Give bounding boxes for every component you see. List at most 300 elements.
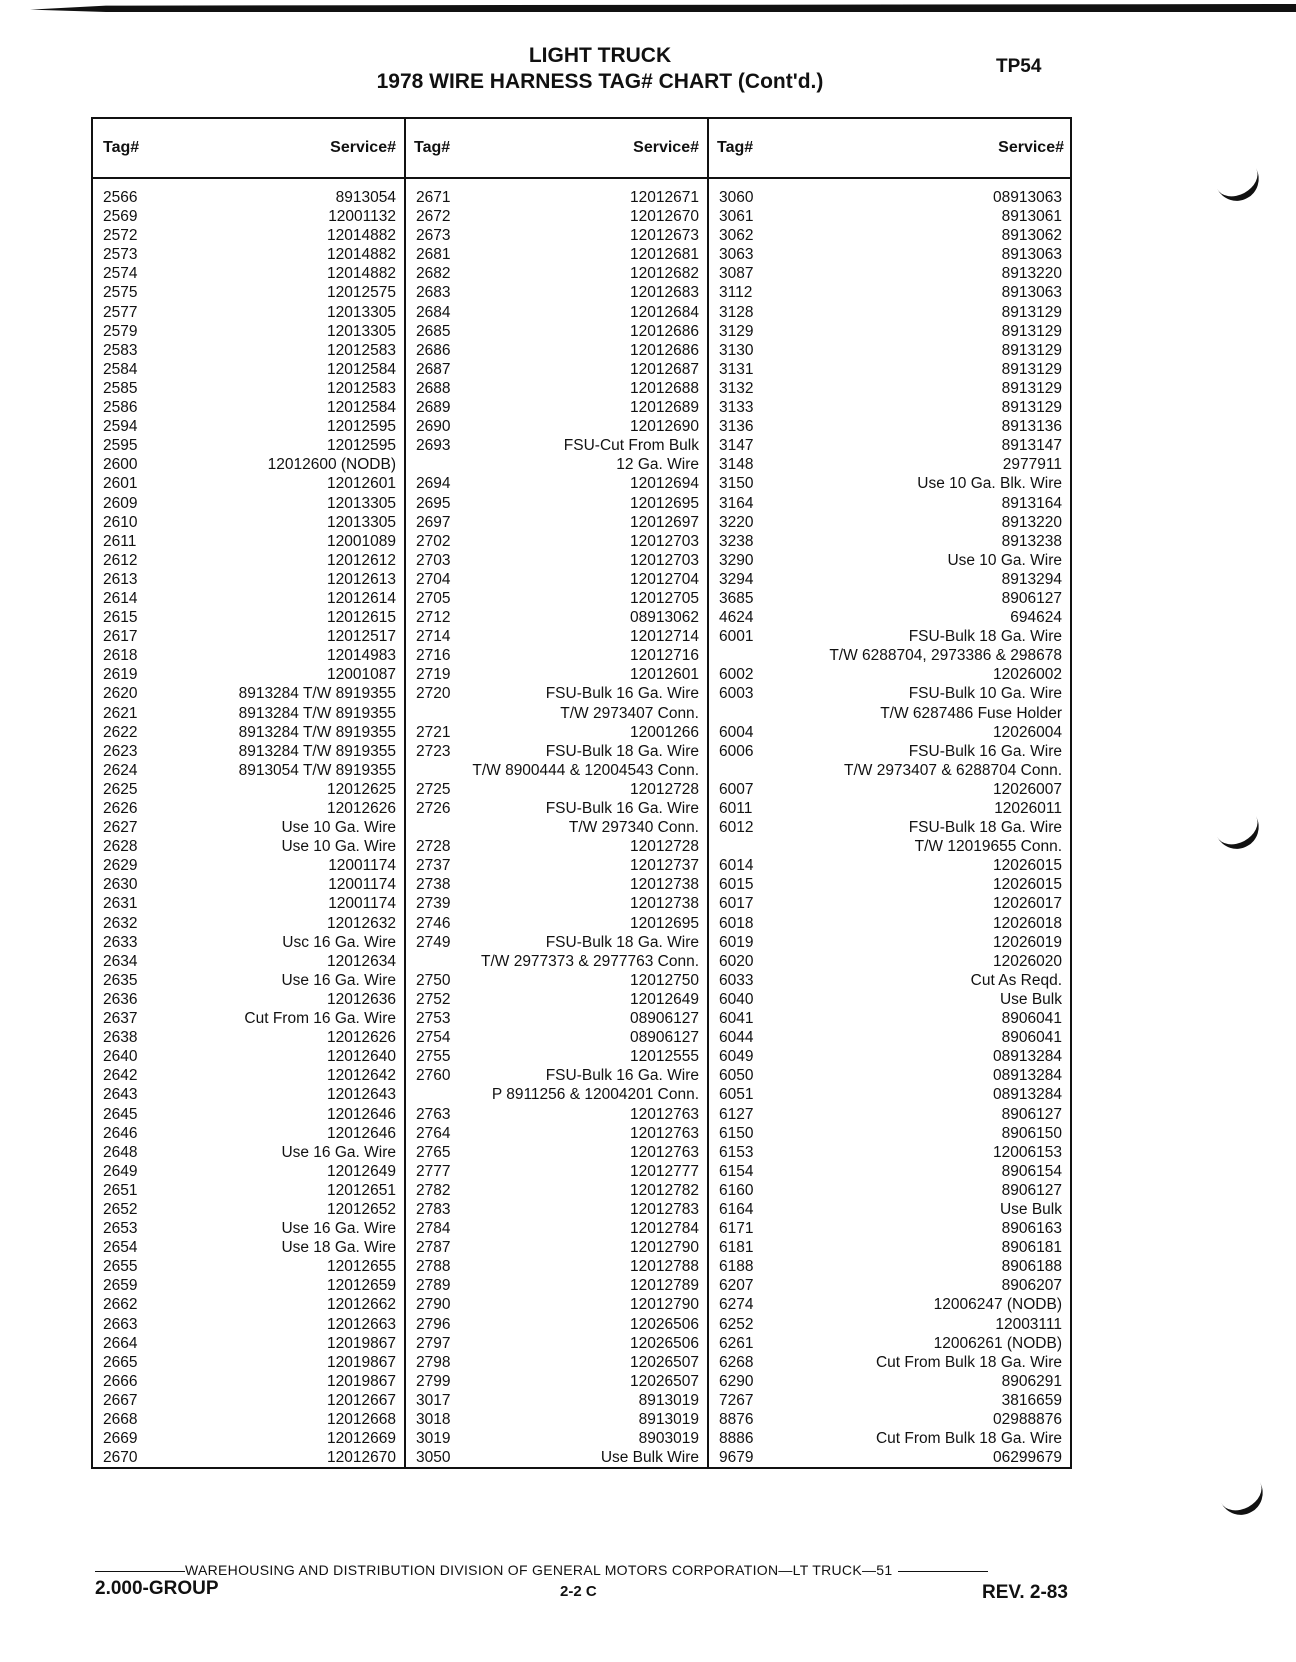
tag-number: 2688 (416, 379, 451, 397)
service-number: Use 18 Ga. Wire (281, 1239, 396, 1257)
service-number: 12012615 (327, 609, 396, 627)
tag-number: 2777 (416, 1162, 451, 1180)
table-row (709, 837, 1070, 856)
tag-number: 3220 (719, 513, 754, 531)
service-number: 12001174 (328, 857, 396, 875)
service-number: 12012626 (327, 800, 396, 817)
binder-hole-mark (1214, 161, 1267, 208)
service-number: 8906154 (1001, 1162, 1062, 1180)
table-row (709, 1372, 1070, 1391)
tag-number: 3131 (719, 360, 754, 378)
tag-number: 2739 (416, 895, 451, 913)
service-number: FSU-Bulk 16 Ga. Wire (908, 742, 1062, 760)
table-row (709, 226, 1070, 245)
tag-number: 2704 (416, 570, 451, 588)
table-row (93, 818, 404, 837)
service-number: 12012670 (630, 208, 699, 226)
tag-number: 2665 (103, 1353, 138, 1371)
tag-number: 2648 (103, 1143, 138, 1161)
tag-number: 2629 (103, 857, 138, 875)
tag-number: 2685 (416, 322, 451, 340)
table-row (93, 799, 404, 818)
service-number: Cut From 16 Ga. Wire (244, 1010, 396, 1028)
service-number: 12026002 (993, 666, 1062, 684)
table-row (93, 1219, 404, 1238)
table-row (93, 627, 404, 646)
table-row (93, 1429, 404, 1448)
table-row (93, 1124, 404, 1143)
service-number: 12012583 (327, 341, 396, 359)
service-number: T/W 297340 Conn. (568, 819, 699, 837)
tag-number: 2575 (103, 284, 138, 302)
table-row (93, 1391, 404, 1410)
service-number: 12012642 (327, 1067, 396, 1085)
service-number: 12012703 (630, 532, 699, 550)
service-number: 8913129 (1001, 322, 1062, 340)
service-number: FSU-Bulk 18 Ga. Wire (545, 933, 699, 951)
service-number: 12012640 (327, 1048, 396, 1066)
tag-number: 2643 (103, 1086, 138, 1104)
tag-number: 2689 (416, 399, 451, 417)
service-number: 12026007 (993, 780, 1062, 798)
tag-number: 2787 (416, 1239, 451, 1257)
tag-number: 6150 (719, 1124, 754, 1142)
table-row (709, 894, 1070, 913)
table-row (406, 1085, 707, 1104)
service-number: 06299679 (993, 1449, 1062, 1467)
service-number: 8913063 (1001, 246, 1062, 264)
table-row (406, 1448, 707, 1467)
table-row (709, 360, 1070, 379)
table-row (406, 646, 707, 665)
table-row (93, 494, 404, 513)
table-row (709, 513, 1070, 532)
service-number: 12 Ga. Wire (616, 456, 699, 474)
tag-number: 3136 (719, 418, 754, 436)
tag-number: 2642 (103, 1067, 138, 1085)
table-row (709, 1105, 1070, 1124)
table-row (406, 1124, 707, 1143)
service-number: 8913220 (1001, 513, 1062, 531)
tag-number: 2749 (416, 933, 451, 951)
tag-number: 3062 (719, 227, 754, 245)
tag-number: 2664 (103, 1334, 138, 1352)
table-row (406, 1353, 707, 1372)
service-number: 12026018 (993, 914, 1062, 932)
tag-number: 6015 (719, 876, 754, 894)
table-row (709, 1181, 1070, 1200)
tag-number: 2702 (416, 532, 451, 550)
table-row (406, 1372, 707, 1391)
table-row (93, 264, 404, 283)
table-row (406, 1295, 707, 1314)
table-row (709, 322, 1070, 341)
tag-number: 6044 (719, 1029, 754, 1047)
service-number: 12012555 (630, 1048, 699, 1066)
service-number: 12012655 (327, 1258, 396, 1276)
service-number: 12012626 (327, 1029, 396, 1047)
tag-number: 2614 (103, 589, 138, 607)
tag-number: 2737 (416, 857, 451, 875)
table-row (709, 608, 1070, 627)
service-number: 12012632 (327, 914, 396, 932)
service-number: 12012750 (630, 971, 699, 989)
service-number: 08913062 (630, 609, 699, 627)
service-number: 12012595 (327, 418, 396, 436)
tag-number: 2694 (416, 475, 451, 493)
service-number: 12012737 (630, 857, 699, 875)
table-row (709, 207, 1070, 226)
service-number: FSU-Bulk 18 Ga. Wire (908, 628, 1062, 646)
service-number: Cut As Reqd. (970, 971, 1062, 989)
service-number: 12012763 (630, 1124, 699, 1142)
table-row (93, 1028, 404, 1047)
tag-number: 2750 (416, 971, 451, 989)
tag-number: 7267 (719, 1391, 754, 1409)
service-number: 12012789 (630, 1277, 699, 1295)
service-number: 12012636 (327, 990, 396, 1008)
service-number: 12012662 (327, 1296, 396, 1314)
service-header: Service# (998, 139, 1064, 156)
service-number: 12013305 (327, 322, 396, 340)
table-row (406, 990, 707, 1009)
service-number: 12026019 (993, 933, 1062, 951)
tag-number: 2746 (416, 914, 451, 932)
table-row (709, 303, 1070, 322)
service-number: 12012697 (630, 513, 699, 531)
service-number: 8913129 (1001, 303, 1062, 321)
tag-number: 2645 (103, 1105, 138, 1123)
tag-number: 2764 (416, 1124, 451, 1142)
service-number: 8906188 (1001, 1258, 1062, 1276)
table-row (93, 589, 404, 608)
service-number: Use 10 Ga. Wire (947, 551, 1062, 569)
table-row (406, 283, 707, 302)
table-row (93, 1143, 404, 1162)
service-number: 12012695 (630, 914, 699, 932)
table-row (406, 379, 707, 398)
service-number: 12012601 (630, 666, 699, 684)
service-number: Cut From Bulk 18 Ga. Wire (875, 1430, 1062, 1448)
tag-number: 3148 (719, 456, 754, 474)
service-number: 12012646 (327, 1124, 396, 1142)
table-row (709, 646, 1070, 665)
table-row (93, 513, 404, 532)
tag-number: 2600 (103, 456, 138, 474)
service-number: 08913284 (993, 1086, 1062, 1104)
table-row (406, 952, 707, 971)
table-row (93, 1066, 404, 1085)
tag-header: Tag# (103, 139, 140, 156)
service-number: 8906207 (1001, 1277, 1062, 1295)
table-row (93, 303, 404, 322)
table-row (406, 207, 707, 226)
service-number: 12012714 (630, 628, 699, 646)
service-number: 12012670 (327, 1449, 396, 1467)
tag-number: 2619 (103, 666, 138, 684)
service-number: Use 10 Ga. Wire (281, 819, 396, 837)
table-row (709, 1391, 1070, 1410)
service-number: Use 16 Ga. Wire (281, 1220, 396, 1238)
tag-number: 3128 (719, 303, 754, 321)
service-number: 12006261 (NODB) (933, 1334, 1062, 1352)
page-code: TP54 (996, 56, 1042, 77)
tag-number: 6020 (719, 952, 754, 970)
service-number: 8913129 (1001, 341, 1062, 359)
table-row (93, 684, 404, 703)
tag-number: 2753 (416, 1010, 451, 1028)
service-number: 3816659 (1001, 1391, 1062, 1409)
service-number: 12014882 (327, 246, 396, 264)
service-number: Use Bulk (999, 1200, 1062, 1218)
table-row (406, 1162, 707, 1181)
table-column-3 (709, 119, 1070, 1467)
table-row (93, 894, 404, 913)
table-row (406, 341, 707, 360)
tag-number: 3018 (416, 1411, 451, 1428)
tag-number: 3130 (719, 341, 754, 359)
tag-number: 2765 (416, 1143, 451, 1161)
table-row (93, 723, 404, 742)
table-row (93, 761, 404, 780)
service-number: 8913238 (1001, 532, 1062, 550)
table-row (709, 532, 1070, 551)
table-row (406, 322, 707, 341)
table-row (406, 589, 707, 608)
service-number: 8903019 (638, 1430, 699, 1448)
table-row (406, 417, 707, 436)
table-row (406, 1143, 707, 1162)
tag-number: 2569 (103, 208, 138, 226)
tag-number: 2624 (103, 761, 138, 779)
table-row (406, 1009, 707, 1028)
service-number: 12012738 (630, 876, 699, 894)
service-number: 02988876 (993, 1411, 1062, 1428)
table-row (93, 570, 404, 589)
service-number: Use 10 Ga. Wire (281, 838, 396, 856)
service-number: Use Bulk Wire (600, 1449, 699, 1467)
service-header: Service# (633, 139, 699, 156)
table-row (709, 856, 1070, 875)
service-number: 12013305 (327, 513, 396, 531)
tag-number: 2653 (103, 1220, 138, 1238)
tag-number: 2703 (416, 551, 451, 569)
tag-number: 2723 (416, 742, 451, 760)
table-column-2 (406, 119, 707, 1467)
footer-page-code: 2-2 C (560, 1583, 597, 1600)
tag-number: 2686 (416, 341, 451, 359)
tag-number: 2620 (103, 685, 138, 703)
tag-number: 8886 (719, 1430, 754, 1448)
tag-number: 2579 (103, 322, 138, 340)
tag-number: 2728 (416, 838, 451, 856)
tag-number: 6252 (719, 1315, 754, 1333)
table-row (93, 1315, 404, 1334)
tag-header: Tag# (717, 139, 754, 156)
service-number: 12026506 (630, 1334, 699, 1352)
tag-number: 2763 (416, 1105, 451, 1123)
service-header: Service# (330, 139, 396, 156)
table-row (709, 1238, 1070, 1257)
tag-number: 2673 (416, 227, 451, 245)
tag-number: 2683 (416, 284, 451, 302)
table-row (406, 608, 707, 627)
service-number: T/W 6288704, 2973386 & 298678 (829, 647, 1062, 665)
table-row (406, 188, 707, 207)
table-row (406, 1315, 707, 1334)
service-number: 12012716 (630, 647, 699, 665)
table-row (93, 226, 404, 245)
service-number: 12012681 (630, 246, 699, 264)
table-row (93, 1448, 404, 1467)
wire-harness-table (91, 117, 1072, 1469)
table-row (406, 303, 707, 322)
tag-number: 2726 (416, 800, 451, 817)
table-row (709, 971, 1070, 990)
tag-number: 2613 (103, 570, 138, 588)
service-number: 8906150 (1001, 1124, 1062, 1142)
service-number: 8913054 T/W 8919355 (238, 761, 396, 779)
column-rows (93, 188, 404, 1467)
tag-number: 6164 (719, 1200, 754, 1218)
column-rows (709, 188, 1070, 1467)
table-row (709, 570, 1070, 589)
table-row (709, 379, 1070, 398)
tag-number: 3087 (719, 265, 754, 283)
table-row (406, 837, 707, 856)
table-row (93, 360, 404, 379)
service-number: 8913294 (1001, 570, 1062, 588)
service-number: FSU-Bulk 16 Ga. Wire (545, 1067, 699, 1085)
tag-number: 2615 (103, 609, 138, 627)
service-number: 12012738 (630, 895, 699, 913)
service-number: T/W 12019655 Conn. (914, 838, 1062, 856)
tag-number: 3147 (719, 437, 754, 455)
tag-number: 2627 (103, 819, 138, 837)
table-row (709, 1295, 1070, 1314)
service-number: 12012649 (630, 990, 699, 1008)
service-number: 12001087 (327, 666, 396, 684)
service-number: 8913284 T/W 8919355 (238, 704, 396, 722)
table-row (93, 1353, 404, 1372)
service-number: 08913284 (993, 1067, 1062, 1085)
tag-number: 2651 (103, 1181, 138, 1199)
tag-number: 3685 (719, 589, 754, 607)
service-number: 2977911 (1002, 456, 1062, 474)
table-row (406, 704, 707, 723)
service-number: 8913129 (1001, 379, 1062, 397)
service-number: 12013305 (327, 303, 396, 321)
table-row (93, 1334, 404, 1353)
service-number: 12012790 (630, 1296, 699, 1314)
service-number: T/W 2977373 & 2977763 Conn. (480, 952, 699, 970)
table-row (406, 665, 707, 684)
table-row (93, 322, 404, 341)
service-number: 12012651 (327, 1181, 396, 1199)
service-number: 12012613 (327, 570, 396, 588)
tag-number: 2789 (416, 1277, 451, 1295)
table-row (93, 532, 404, 551)
tag-number: 2754 (416, 1029, 451, 1047)
service-number: T/W 2973407 & 6288704 Conn. (843, 761, 1062, 779)
tag-number: 6154 (719, 1162, 754, 1180)
table-row (93, 1181, 404, 1200)
tag-number: 3050 (416, 1449, 451, 1467)
service-number: 12012583 (327, 379, 396, 397)
tag-number: 2609 (103, 494, 138, 512)
service-number: 12012777 (630, 1162, 699, 1180)
tag-number: 3164 (719, 494, 754, 512)
table-row (93, 474, 404, 493)
tag-number: 3238 (719, 532, 754, 550)
tag-number: 8876 (719, 1411, 754, 1428)
tag-number: 2640 (103, 1048, 138, 1066)
service-number: 08913063 (993, 189, 1062, 206)
table-row (406, 1334, 707, 1353)
service-number: 12026017 (993, 895, 1062, 913)
page-title: LIGHT TRUCK (528, 44, 672, 67)
service-number: 12012600 (NODB) (267, 456, 396, 474)
service-number: 12012667 (327, 1391, 396, 1409)
service-number: 12012634 (327, 952, 396, 970)
tag-number: 3060 (719, 189, 754, 206)
tag-number: 2635 (103, 971, 138, 989)
binder-hole-mark (1214, 809, 1267, 856)
table-row (93, 990, 404, 1009)
tag-number: 6007 (719, 780, 754, 798)
service-number: 8906163 (1001, 1220, 1062, 1238)
service-number: Use 16 Ga. Wire (281, 971, 396, 989)
table-row (709, 1334, 1070, 1353)
tag-number: 3294 (719, 570, 754, 588)
table-row (93, 875, 404, 894)
table-row (406, 1066, 707, 1085)
service-number: 12001266 (630, 723, 699, 741)
table-row (406, 1238, 707, 1257)
table-row (709, 723, 1070, 742)
table-row (93, 207, 404, 226)
tag-number: 2625 (103, 780, 138, 798)
table-row (406, 856, 707, 875)
service-number: 12019867 (327, 1372, 396, 1390)
tag-number: 3063 (719, 246, 754, 264)
tag-number: 2760 (416, 1067, 451, 1085)
tag-number: 6207 (719, 1277, 754, 1295)
tag-number: 6011 (719, 800, 753, 817)
table-row (406, 474, 707, 493)
service-number: 12012517 (327, 628, 396, 646)
service-number: 8913136 (1001, 418, 1062, 436)
tag-number: 2684 (416, 303, 451, 321)
tag-number: 2631 (103, 895, 138, 913)
service-number: 08913284 (993, 1048, 1062, 1066)
tag-number: 3061 (719, 208, 754, 226)
tag-number: 6160 (719, 1181, 754, 1199)
table-row (93, 1009, 404, 1028)
tag-number: 6261 (719, 1334, 754, 1352)
tag-number: 2790 (416, 1296, 451, 1314)
service-number: 8913284 T/W 8919355 (238, 742, 396, 760)
service-number: 8913129 (1001, 360, 1062, 378)
tag-number: 6001 (719, 628, 754, 646)
table-row (406, 933, 707, 952)
tag-number: 2798 (416, 1353, 451, 1371)
table-row (709, 1219, 1070, 1238)
service-number: 12012575 (327, 284, 396, 302)
tag-number: 3019 (416, 1430, 451, 1448)
service-number: 12012601 (327, 475, 396, 493)
table-row (709, 1429, 1070, 1448)
